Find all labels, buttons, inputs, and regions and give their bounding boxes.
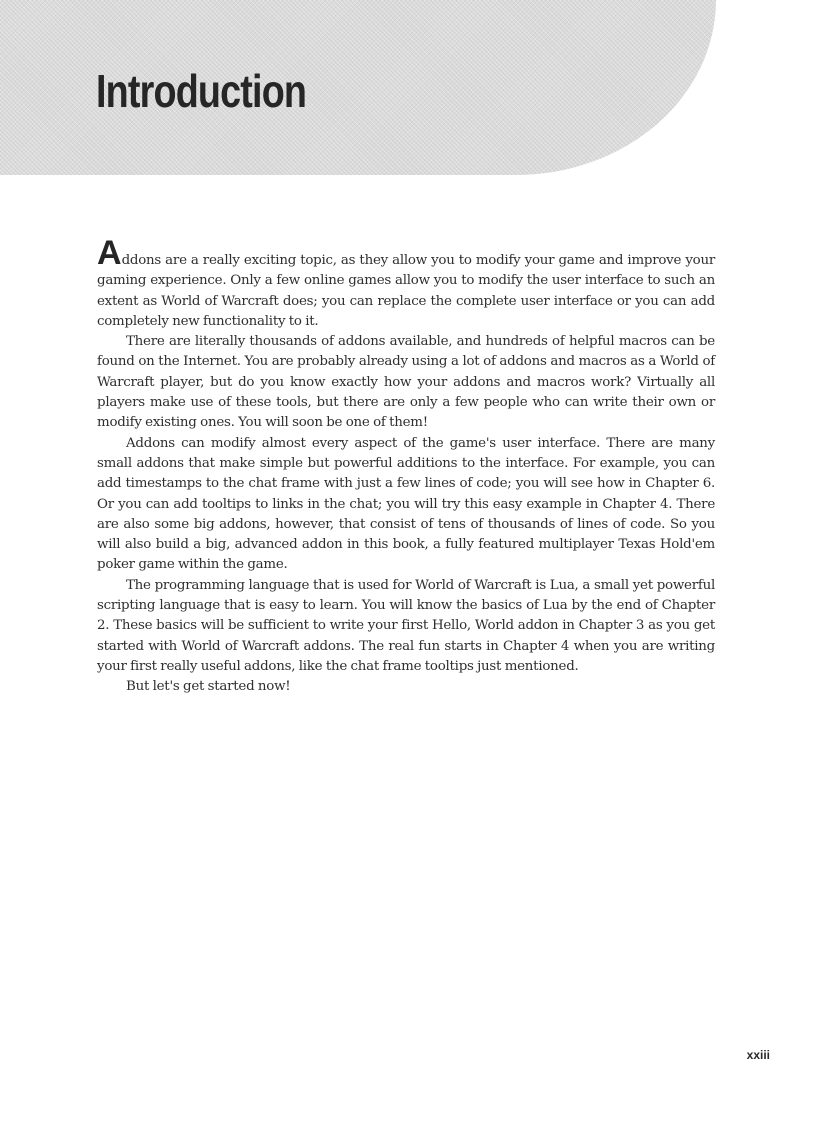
paragraph-2: There are literally thousands of addons available, and hundreds of helpful macros can be found on the Internet. You are probably already using a lot of addons and macros as a World of Warcraft player, but do you know exactly how your addons and macros work? Virtually all players make use of these tools, but there are only a few people who can write their own or modify existing ones. You will soon be one of them! bbox=[97, 334, 715, 431]
paragraph-3: Addons can modify almost every aspect of the game's user interface. There are many small addons that make simple but powerful additions to the interface. For example, you can add timestamps to the chat frame with just a few lines of code; you will see how in Chapter 6. Or you can add tooltips to links in the chat; you will try this easy example in Chapter 4. There are also some big addons, however, that consist of tens of thousands of lines of code. So you will also build a big, advanced addon in this book, a fully featured multiplayer Texas Hold'em poker game within the game. bbox=[97, 435, 715, 573]
page-number: xxiii bbox=[746, 1048, 770, 1062]
paragraph-1-text: ddons are a really exciting topic, as they allow you to modify your game and improve your gaming experience. Only a few online games allow you to modify the user interface to such an extent as World of Warcraft does; you can replace the complete user interface or you can add completely new functionality to it. bbox=[97, 253, 715, 329]
drop-cap: A bbox=[97, 234, 122, 272]
paragraph-1 bbox=[97, 234, 715, 332]
paragraph-5: But let's get started now! bbox=[126, 679, 291, 695]
body-text bbox=[97, 234, 715, 698]
paragraph-4: The programming language that is used for World of Warcraft is Lua, a small yet powerful scripting language that is easy to learn. You will know the basics of Lua by the end of Chapter 2. These basics will be sufficient to write your first Hello, World addon in Chapter 3 as you get started with World of Warcraft addons. The real fun starts in Chapter 4 when you are writing your first really useful addons, like the chat frame tooltips just mentioned. bbox=[97, 577, 715, 674]
chapter-title: Introduction bbox=[96, 65, 307, 117]
